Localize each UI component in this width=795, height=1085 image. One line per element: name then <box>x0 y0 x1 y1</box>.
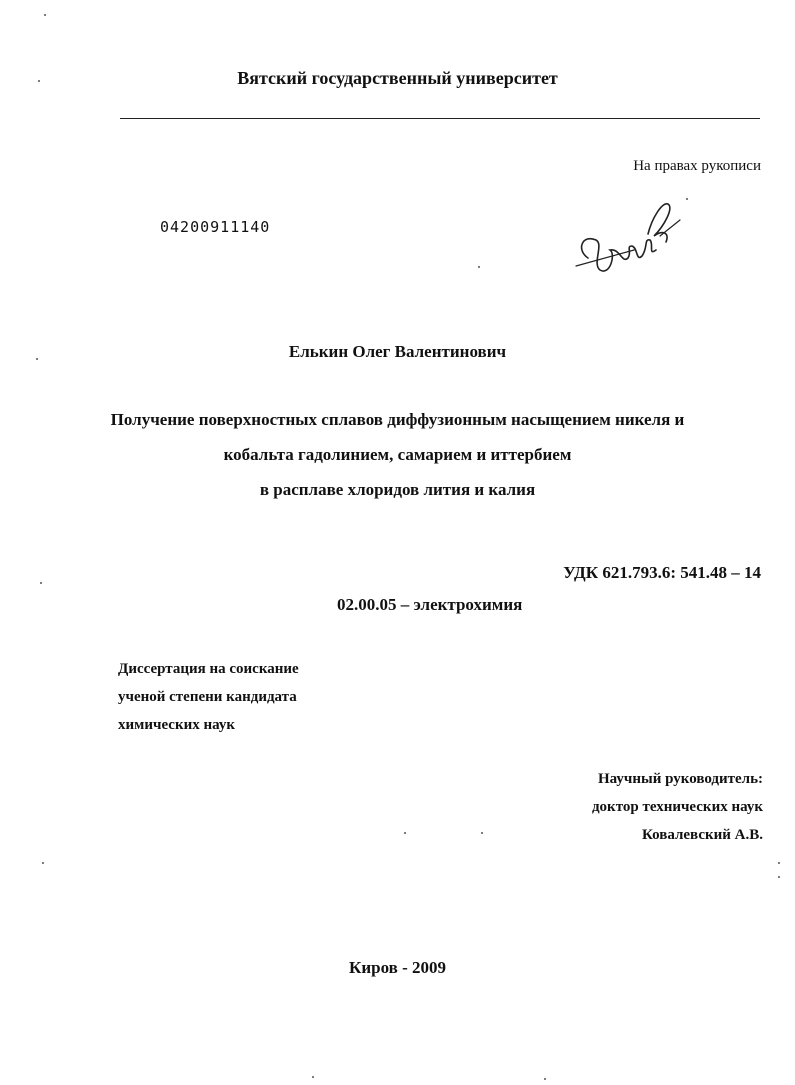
scan-speck <box>312 1076 314 1078</box>
supervisor-degree: доктор технических наук <box>591 799 763 815</box>
scan-speck <box>44 14 46 16</box>
degree-statement <box>118 655 299 739</box>
scan-speck <box>686 198 688 200</box>
supervisor-name: Ковалевский А.В. <box>641 827 763 843</box>
scan-speck <box>481 832 483 834</box>
udk-code: УДК 621.793.6: 541.48 – 14 <box>563 563 761 582</box>
scan-speck <box>778 862 780 864</box>
handwritten-signature <box>570 190 690 290</box>
university-name: Вятский государственный университет <box>237 68 558 88</box>
scan-speck <box>478 266 480 268</box>
degree-line: ученой степени кандидата <box>118 689 297 705</box>
scan-speck <box>778 876 780 878</box>
thesis-title-line: в расплаве хлоридов лития и калия <box>259 480 536 499</box>
supervisor-block <box>592 765 763 849</box>
header-divider <box>120 118 760 119</box>
scan-speck <box>404 832 406 834</box>
registration-number: 04200911140 <box>160 218 271 236</box>
scan-speck <box>40 582 42 584</box>
supervisor-label: Научный руководитель: <box>598 771 763 787</box>
scan-speck <box>38 80 40 82</box>
scan-speck <box>42 862 44 864</box>
thesis-title-line: Получение поверхностных сплавов диффузионным насыщением никеля и <box>110 410 685 429</box>
specialty-code: 02.00.05 – электрохимия <box>337 595 523 614</box>
author-name: Елькин Олег Валентинович <box>288 342 507 361</box>
thesis-title-line: кобальта гадолинием, самарием и иттербием <box>223 445 572 464</box>
scan-speck <box>544 1078 546 1080</box>
degree-line: Диссертация на соискание <box>118 661 299 677</box>
scan-speck <box>36 358 38 360</box>
degree-line: химических наук <box>118 717 236 733</box>
city-year: Киров - 2009 <box>349 958 446 977</box>
manuscript-note: На правах рукописи <box>633 158 761 174</box>
thesis-title <box>0 402 795 507</box>
